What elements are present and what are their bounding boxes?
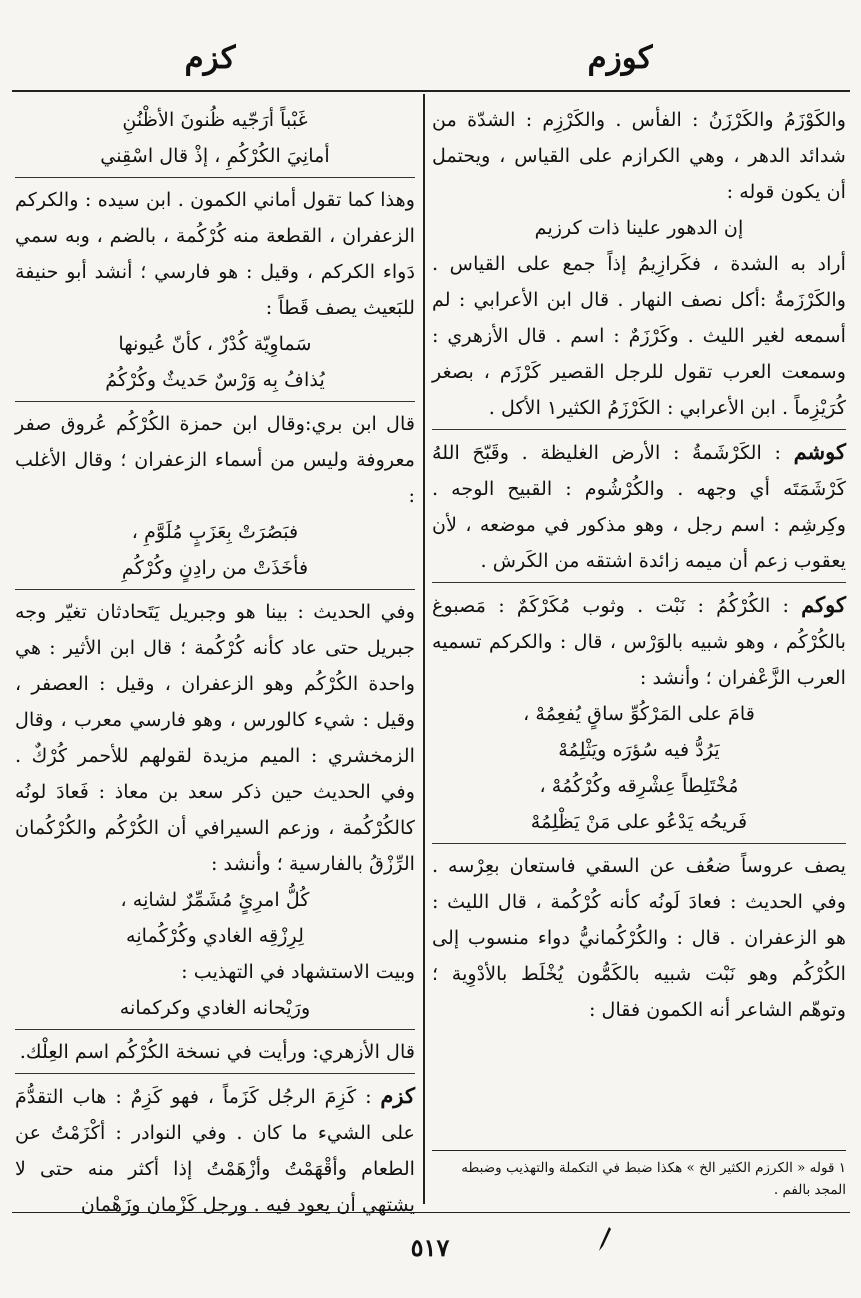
footnote: ١ قوله « الكرزم الكثير الخ » هكذا ضبط في التكملة والتهذيب وضبطه المجد بالفم .	[461, 1160, 846, 1198]
page-number: ٥١٧	[410, 1233, 450, 1262]
top-rule	[12, 90, 850, 92]
poem-line: ورَيْحانه الغادي وكركمانه	[119, 996, 311, 1019]
entry-head-kwkm: كوكم	[801, 592, 846, 617]
poem-line: يَرُدُّ فيه سُؤرَه ويَثْلِمُهْ	[558, 738, 720, 761]
poem-separator	[432, 843, 846, 844]
poem-line: مُخْتَلِطاً عِشْرِقه وكُرْكُمُهْ ،	[539, 774, 739, 797]
entry-body-kwkm: : الكُرْكُمُ : نَبْت . وثوب مُكَرْكَمٌ : مَصبوغ بالكُرْكُم ، وهو شبيه بالوَرْس ، قال : والكركم تسميه العرب الزَّعْفران ؛ وأنشد :	[432, 594, 846, 689]
poem-line: فأخَذَتْ من رادِنٍ وكُرْكُمِ	[121, 556, 309, 579]
entry-body-kwshm: : الكَرْشَمةُ : الأرض الغليظة . وقَبّحَ اللهُ كَرْشَمَتَه أي وجهه . والكُرْشُوم : القبيح الوجه . وكِرشِم : اسم رجل ، وهو مذكور في موضعه ، لأن يعقوب زعم أن ميمه زائدة اشتقه من الكَرش .	[432, 441, 846, 572]
poem-line: أمانِيَ الكُرْكُمِ ، إذْ قال اسْقِني	[100, 144, 330, 167]
poem-line: لِرِزْقِه الغادي وكُرْكُمانِه	[126, 924, 304, 947]
poem-line: فَريحُه يَدْعُو على مَنْ يَظْلِمُهْ	[530, 810, 748, 833]
left-paragraph-1: وهذا كما تقول أماني الكمون . ابن سيده : والكركم الزعفران ، القطعة منه كُرْكُمة ، بالضم ، وبه سمي دَواء الكركم ، وقيل : هو فارسي ؛ أنشد أبو حنيفة للبَعيث يصف قَطاً :	[15, 188, 415, 319]
poem-line: غَبْباً أرَجّيه ظُنونَ الأظْنُنِ	[122, 108, 308, 131]
right-column	[432, 102, 846, 1028]
footnote-rule	[432, 1150, 846, 1151]
poem-separator	[15, 589, 415, 590]
entry-separator	[15, 1073, 415, 1074]
poem-line: قامَ على المَرْكُوِّ ساقٍ يُفعِمُهْ ،	[523, 702, 755, 725]
poem-line: سَماوِيّة كُدْرٌ ، كأنّ عُيونها	[118, 332, 312, 355]
poem-3	[15, 882, 415, 954]
left-paragraph-2: قال ابن بري:وقال ابن حمزة الكُرْكُم عُروق صفر معروفة وليس من أسماء الزعفران ؛ وقال الأغلب :	[15, 412, 415, 507]
entry-kwshm	[432, 434, 846, 579]
left-paragraph-5: قال الأزهري: ورأيت في نسخة الكُرْكُم اسم العِلْك.	[19, 1040, 415, 1063]
poem-1	[15, 326, 415, 398]
entry-body-kzm: : كَزِمَ الرجُل كَزَماً ، فهو كَزِمٌ : هاب التقدُّمَ على الشيء ما كان . وفي النوادر : أكْزَمْتُ عن الطعام وأقْهَمْتُ وأزْهَمْتُ إذا أكثر منه حتى لا يشتهي أن يعود فيه . ورجل كَزْمان وزَهْمان	[15, 1085, 415, 1216]
entry-kwkm	[432, 587, 846, 696]
kwzm-verse: إن الدهور علينا ذات كرزيم	[534, 216, 744, 239]
entry-head-kwshm: كوشم	[793, 439, 846, 464]
poem-separator	[15, 401, 415, 402]
pen-stroke-icon	[596, 1226, 612, 1252]
header-right-word: كوزم	[587, 40, 653, 76]
poem-separator	[15, 1029, 415, 1030]
poem-line: كُلُّ امرِئٍ مُشَمِّرٌ لشانِه ،	[120, 888, 310, 911]
poem-line: فبَصُرَتْ بِعَزَبٍ مُلَوَّمِ ،	[131, 520, 299, 543]
entry-separator	[432, 582, 846, 583]
entry-separator	[432, 429, 846, 430]
left-paragraph-3: وفي الحديث : بينا هو وجبريل يَتَحادثان تغيّر وجه جبريل حتى عاد كأنه كُرْكُمة ؛ قال ابن الأثير : هي واحدة الكُرْكُم وهو الزعفران ، وقيل : العصفر ، وقيل : شيء كالورس ، وهو فارسي معرب ، وقال الزمخشري : الميم مزيدة لقولهم للأحمر كُرْكٌ . وفي الحديث حين ذكر سعد بن معاذ : فَعادَ لونُه كالكُرْكُمة ، وزعم السيرافي أن الكُرْكُم والكُرْكُمان الرِّزْقُ بالفارسية ؛ وأنشد :	[15, 600, 415, 875]
entry-kzm	[15, 1078, 415, 1223]
kwzm-paragraph-1: والكَوْزَمُ والكَرْزَنُ : الفأس . والكَرْزِم : الشدّة من شدائد الدهر ، وهي الكرازم على القياس ، ويحتمل أن يكون قوله :	[432, 108, 846, 203]
left-paragraph-4: وبيت الاستشهاد في التهذيب :	[181, 960, 415, 983]
poem-separator	[15, 177, 415, 178]
header-left-word: كزم	[184, 40, 236, 76]
poem-kwkm	[432, 696, 846, 840]
poem-0	[15, 102, 415, 174]
kwzm-paragraph-2: أراد به الشدة ، فكَرازِيمُ إذاً جمع على القياس . والكَرْزَمةُ :أكل نصف النهار . قال ابن الأعرابي : لم أسمعه لغير الليث . وكَرْزَمٌ : اسم . قال الأزهري : وسمعت العرب تقول للرجل القصير كَرْزَم ، بصغر كُرَيْزِماً . ابن الأعرابي : الكَرْزَمُ الكثير١ الأكل .	[432, 252, 846, 419]
entry-head-kzm: كزم	[380, 1083, 415, 1108]
kwkm-paragraph-3: يصف عروساً ضعُف عن السقي فاستعان بعِرْسه . وفي الحديث : فعادَ لَونُه كأنه كُرْكُمة ، قال الليث : هو الزعفران . قال : والكُرْكُمانيُّ دواء منسوب إلى الكُرْكُم وهو نَبْت شبيه بالكَمُّون يُخْلَط بالأدْوِية ؛ وتوهّم الشاعر أنه الكمون فقال :	[432, 854, 846, 1021]
poem-2	[15, 514, 415, 586]
column-divider	[423, 94, 425, 1204]
poem-line: يُذافُ بِه وَرْسٌ حَديثٌ وكُرْكُمُ	[105, 368, 325, 391]
left-column	[15, 102, 415, 1223]
poem-4	[15, 990, 415, 1026]
